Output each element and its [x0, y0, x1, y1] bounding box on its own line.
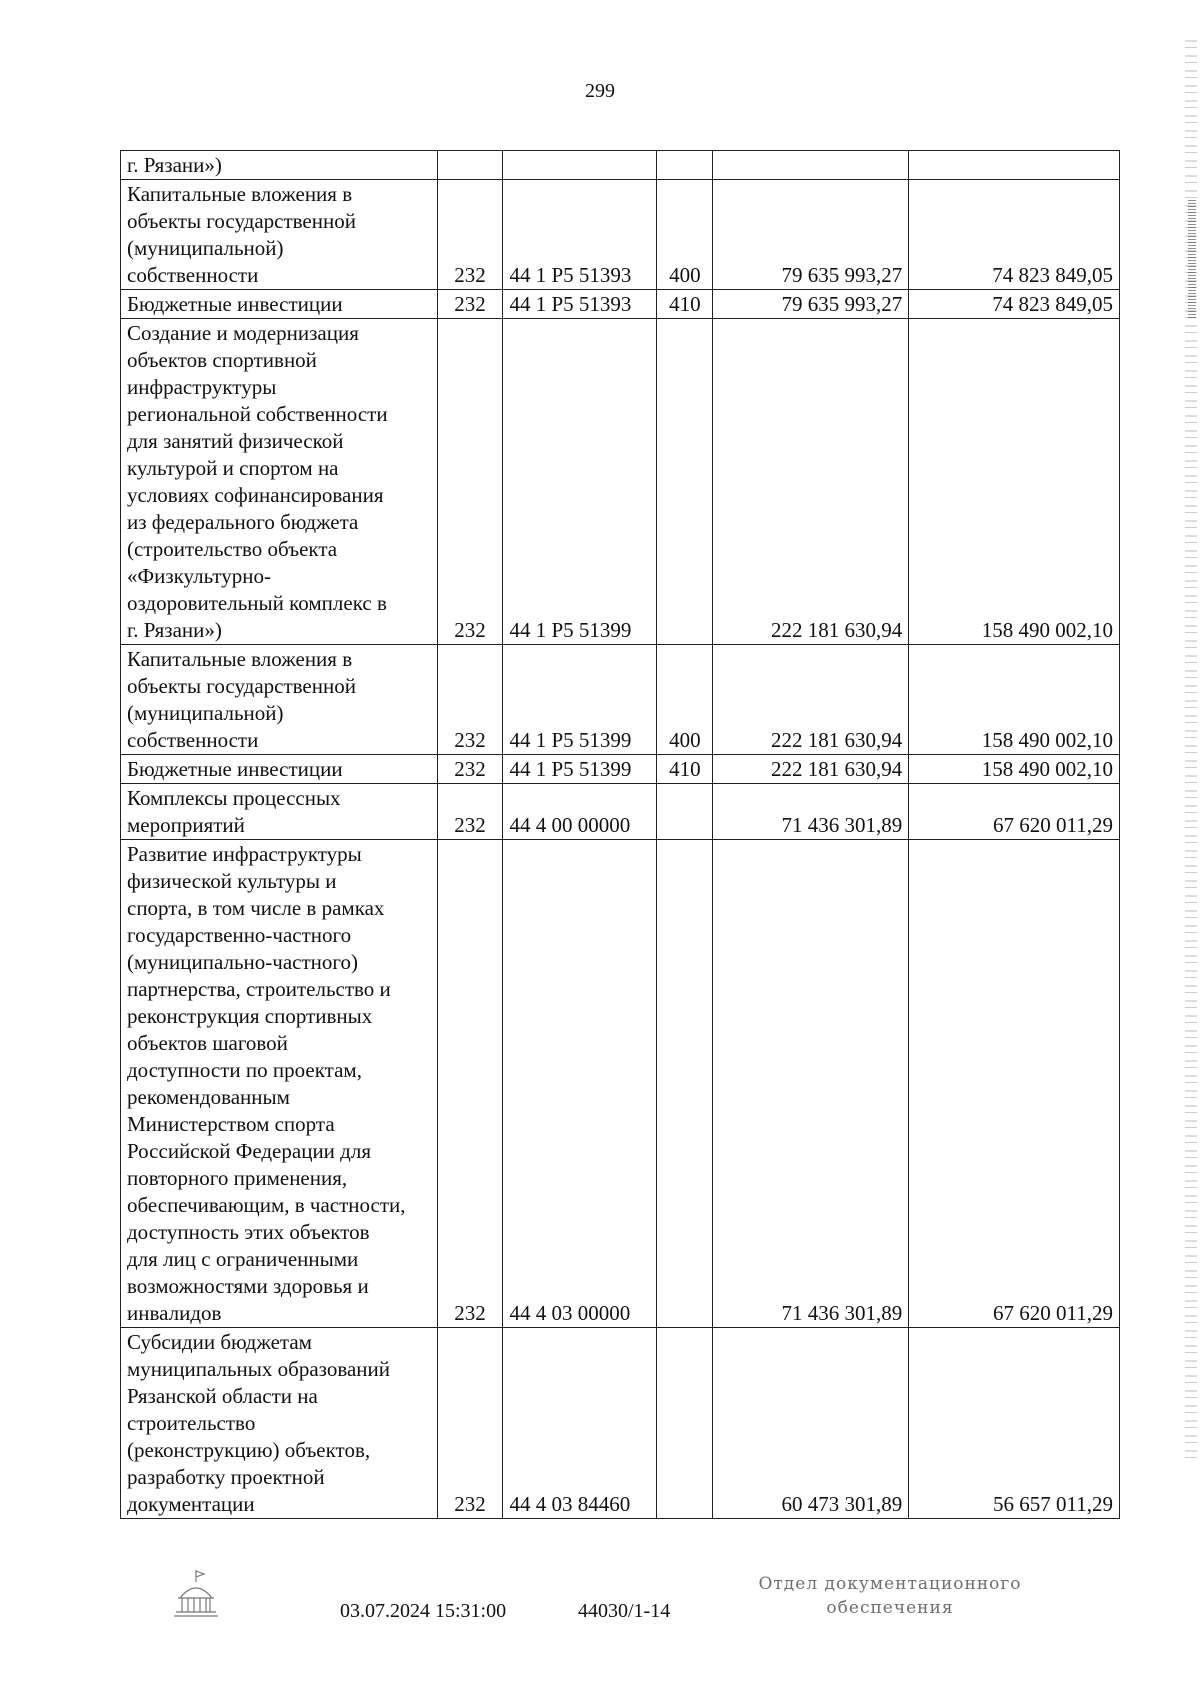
cell-expense-type	[657, 319, 713, 645]
cell-grbs: 232	[437, 840, 503, 1328]
cell-sum-1: 71 436 301,89	[713, 840, 909, 1328]
cell-expense-type: 400	[657, 645, 713, 755]
cell-sum-1: 222 181 630,94	[713, 645, 909, 755]
cell-grbs: 232	[437, 290, 503, 319]
footer-registration-number: 44030/1-14	[578, 1600, 671, 1622]
cell-target-article: 44 1 P5 51393	[503, 290, 657, 319]
cell-sum-2: 158 490 002,10	[909, 319, 1120, 645]
cell-target-article: 44 1 P5 51393	[503, 180, 657, 290]
cell-expense-type: 410	[657, 290, 713, 319]
cell-grbs: 232	[437, 180, 503, 290]
cell-target-article: 44 1 P5 51399	[503, 645, 657, 755]
cell-sum-2	[909, 151, 1120, 180]
cell-name: Комплексы процессных мероприятий	[121, 784, 438, 840]
cell-sum-2: 74 823 849,05	[909, 180, 1120, 290]
cell-name: Капитальные вложения в объекты государственной (муниципальной) собственности	[121, 180, 438, 290]
cell-expense-type	[657, 1328, 713, 1519]
cell-sum-2: 67 620 011,29	[909, 840, 1120, 1328]
stamp-line-1: Отдел документационного	[758, 1574, 1022, 1594]
cell-sum-2: 56 657 011,29	[909, 1328, 1120, 1519]
cell-target-article: 44 1 P5 51399	[503, 319, 657, 645]
cell-sum-2: 158 490 002,10	[909, 645, 1120, 755]
cell-sum-1: 71 436 301,89	[713, 784, 909, 840]
cell-grbs: 232	[437, 1328, 503, 1519]
cell-target-article	[503, 151, 657, 180]
cell-target-article: 44 4 03 00000	[503, 840, 657, 1328]
table-row	[121, 319, 1120, 645]
cell-sum-1: 222 181 630,94	[713, 319, 909, 645]
cell-sum-2: 158 490 002,10	[909, 755, 1120, 784]
stamp-line-2: обеспечения	[826, 1598, 954, 1618]
table-row	[121, 151, 1120, 180]
department-stamp	[740, 1572, 1040, 1620]
cell-name: Бюджетные инвестиции	[121, 290, 438, 319]
cell-target-article: 44 4 00 00000	[503, 784, 657, 840]
footer-datetime: 03.07.2024 15:31:00	[340, 1600, 507, 1622]
cell-grbs: 232	[437, 319, 503, 645]
cell-name: г. Рязани»)	[121, 151, 438, 180]
cell-sum-1	[713, 151, 909, 180]
budget-table-body	[121, 151, 1120, 1519]
table-row	[121, 840, 1120, 1328]
table-row	[121, 784, 1120, 840]
table-row	[121, 755, 1120, 784]
table-row	[121, 645, 1120, 755]
cell-name: Капитальные вложения в объекты государственной (муниципальной) собственности	[121, 645, 438, 755]
cell-expense-type	[657, 840, 713, 1328]
cell-sum-2: 67 620 011,29	[909, 784, 1120, 840]
page-number: 299	[585, 80, 615, 102]
cell-expense-type	[657, 151, 713, 180]
table-row	[121, 1328, 1120, 1519]
cell-grbs: 232	[437, 784, 503, 840]
cell-name: Создание и модернизация объектов спортивной инфраструктуры региональной собственности для занятий физической культурой и спортом на условиях софинансирования из федерального бюджета (строительство объекта «Физкультурно- оздоровительный комплекс в г. Рязани»)	[121, 319, 438, 645]
duma-emblem-logo	[168, 1568, 228, 1628]
table-row	[121, 290, 1120, 319]
cell-grbs	[437, 151, 503, 180]
cell-sum-1: 60 473 301,89	[713, 1328, 909, 1519]
cell-sum-1: 222 181 630,94	[713, 755, 909, 784]
cell-grbs: 232	[437, 645, 503, 755]
budget-table	[120, 150, 1120, 1519]
cell-sum-2: 74 823 849,05	[909, 290, 1120, 319]
cell-name: Бюджетные инвестиции	[121, 755, 438, 784]
cell-sum-1: 79 635 993,27	[713, 290, 909, 319]
cell-sum-1: 79 635 993,27	[713, 180, 909, 290]
scan-edge-artifact-dark	[1188, 200, 1196, 320]
cell-name: Субсидии бюджетам муниципальных образований Рязанской области на строительство (реконструкцию) объектов, разработку проектной документации	[121, 1328, 438, 1519]
cell-name: Развитие инфраструктуры физической культуры и спорта, в том числе в рамках государственно-частного (муниципально-частного) партнерства, строительство и реконструкция спортивных объектов шаговой доступности по проектам, рекомендованным Министерством спорта Российской Федерации для повторного применения, обеспечивающим, в частности, доступность этих объектов для лиц с ограниченными возможностями здоровья и инвалидов	[121, 840, 438, 1328]
cell-expense-type	[657, 784, 713, 840]
cell-target-article: 44 4 03 84460	[503, 1328, 657, 1519]
cell-target-article: 44 1 P5 51399	[503, 755, 657, 784]
table-row	[121, 180, 1120, 290]
cell-grbs: 232	[437, 755, 503, 784]
cell-expense-type: 410	[657, 755, 713, 784]
cell-expense-type: 400	[657, 180, 713, 290]
